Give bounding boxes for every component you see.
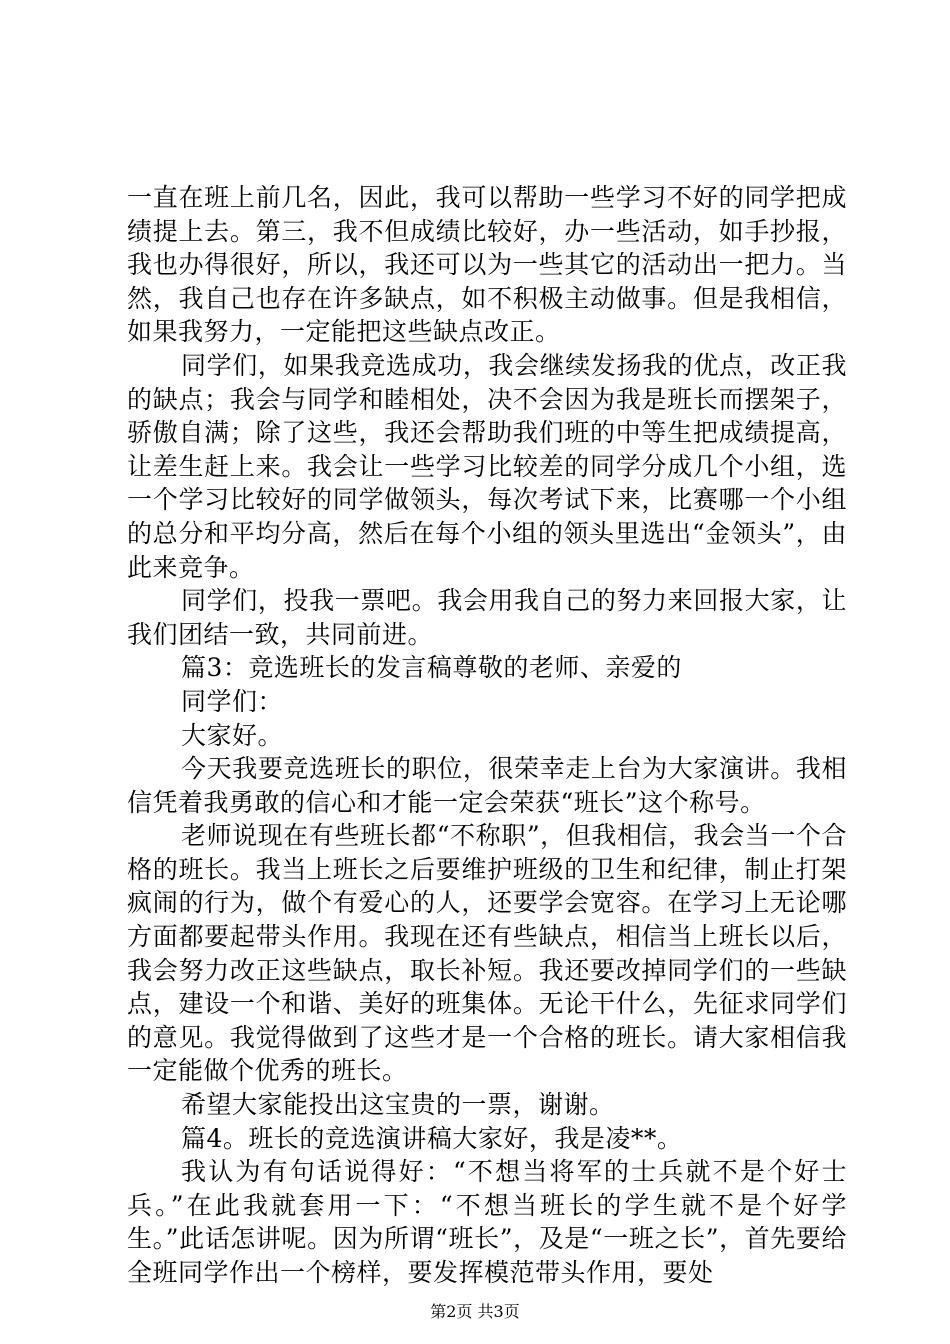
paragraph-2: 同学们，如果我竞选成功，我会继续发扬我的优点，改正我的缺点；我会与同学和睦相处，决不会因为我是班长而摆架子，骄傲自满；除了这些，我还会帮助我们班的中等生把成绩提高，让差生赶上来。我会让一些学习比较差的同学分成几个小组，选一个学习比较好的同学做领头，每次考试下来，比赛哪一个小组的总分和平均分高，然后在每个小组的领头里选出“金领头”，由此来竞争。	[127, 350, 847, 582]
paragraph-11: 我认为有句话说得好：“不想当将军的士兵就不是个好士兵。”在此我就套用一下：“不想当班长的学生就不是个好学生。”此话怎讲呢。因为所谓“班长”，及是“一班之长”，首先要给全班同学作出一个榜样，要发挥模范带头作用，要处	[127, 1157, 847, 1287]
paragraph-3: 同学们，投我一票吧。我会用我自己的努力来回报大家，让我们团结一致，共同前进。	[127, 586, 847, 649]
greeting: 大家好。	[181, 720, 284, 750]
section-heading-3: 篇3：竞选班长的发言稿尊敬的老师、亲爱的	[181, 653, 682, 683]
paragraph-1: 一直在班上前几名，因此，我可以帮助一些学习不好的同学把成绩提上去。第三，我不但成绩比较好，办一些活动，如手抄报，我也办得很好，所以，我还可以为一些其它的活动出一把力。当然，我自己也存在许多缺点，如不积极主动做事。但是我相信，如果我努力，一定能把这些缺点改正。	[127, 183, 847, 347]
paragraph-8: 老师说现在有些班长都“不称职”，但我相信，我会当一个合格的班长。我当上班长之后要维护班级的卫生和纪律，制止打架疯闹的行为，做个有爱心的人，还要学会宽容。在学习上无论哪方面都要起带头作用。我现在还有些缺点，相信当上班长以后，我会努力改正这些缺点，取长补短。我还要改掉同学们的一些缺点，建设一个和谐、美好的班集体。无论干什么，先征求同学们的意见。我觉得做到了这些才是一个合格的班长。请大家相信我一定能做个优秀的班长。	[127, 821, 847, 1086]
paragraph-7: 今天我要竞选班长的职位，很荣幸走上台为大家演讲。我相信凭着我勇敢的信心和才能一定会荣获“班长”这个称号。	[127, 754, 847, 817]
paragraph-9: 希望大家能投出这宝贵的一票，谢谢。	[181, 1090, 615, 1120]
document-body	[127, 181, 847, 1290]
page-footer	[0, 1302, 950, 1322]
page-number-label: 第2页 共3页	[430, 1302, 520, 1321]
section-heading-4: 篇4。班长的竞选演讲稿大家好，我是凌**。	[181, 1123, 683, 1153]
salutation: 同学们：	[181, 686, 284, 716]
